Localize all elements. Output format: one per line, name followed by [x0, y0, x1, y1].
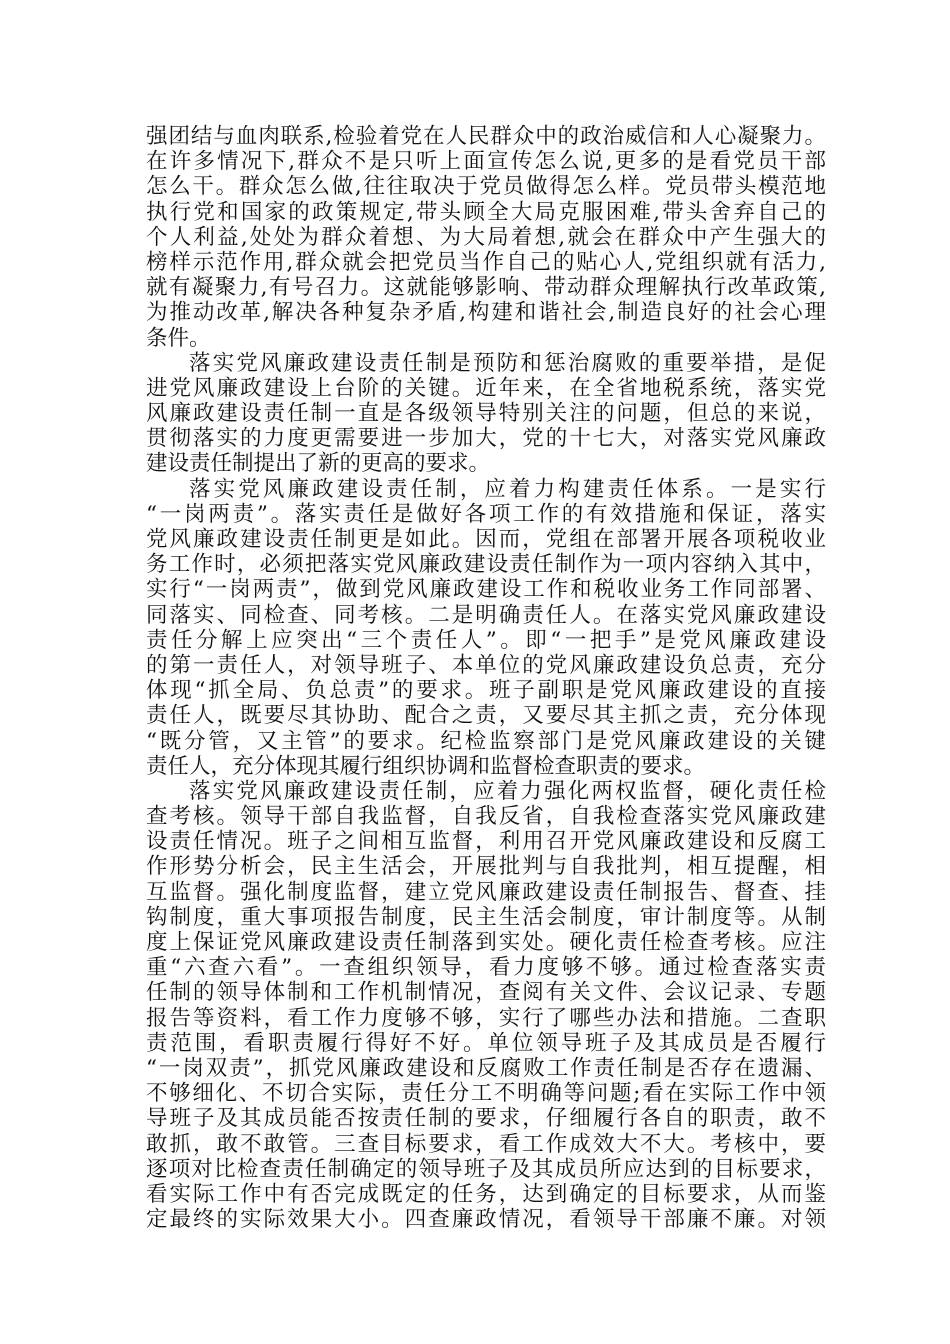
text-line: 同落实、同检查、同考核。二是明确责任人。在落实党风廉政建设: [146, 602, 826, 628]
text-line: 敢抓，敢不敢管。三查目标要求，看工作成效大不大。考核中，要: [146, 1131, 826, 1157]
text-line: 的第一责任人，对领导班子、本单位的党风廉政建设负总责，充分: [146, 652, 826, 678]
text-line: 建设责任制提出了新的更高的要求。: [146, 451, 491, 477]
text-line: 体现“抓全局、负总责”的要求。班子副职是党风廉政建设的直接: [146, 678, 826, 704]
text-line: 导班子及其成员能否按责任制的要求，仔细履行各自的职责，敢不: [146, 1106, 826, 1132]
paragraph: [146, 351, 826, 477]
text-line: 责任人，充分体现其履行组织协调和监督检查职责的要求。: [146, 753, 706, 779]
text-line: 重“六查六看”。一查组织领导，看力度够不够。通过检查落实责: [146, 955, 826, 981]
paragraph: [146, 124, 826, 351]
text-line: “既分管，又主管”的要求。纪检监察部门是党风廉政建设的关键: [146, 728, 826, 754]
text-line: 作形势分析会，民主生活会，开展批判与自我批判，相互提醒，相: [146, 854, 826, 880]
paragraph: [146, 779, 826, 1232]
text-line: 查考核。领导干部自我监督，自我反省，自我检查落实党风廉政建: [146, 804, 826, 830]
text-line: 逐项对比检查责任制确定的领导班子及其成员所应达到的目标要求，: [146, 1156, 826, 1182]
text-line: 落实党风廉政建设责任制，应着力构建责任体系。一是实行: [189, 476, 826, 502]
text-line: 互监督。强化制度监督，建立党风廉政建设责任制报告、督查、挂: [146, 879, 826, 905]
text-line: 为推动改革,解决各种复杂矛盾,构建和谐社会,制造良好的社会心理: [146, 300, 826, 326]
text-line: 责任分解上应突出“三个责任人”。即“一把手”是党风廉政建设: [146, 627, 826, 653]
text-line: 落实党风廉政建设责任制，应着力强化两权监督，硬化责任检: [189, 778, 826, 804]
text-line: 就有凝聚力,有号召力。这就能够影响、带动群众理解执行改革政策,: [146, 275, 826, 301]
text-line: 不够细化、不切合实际，责任分工不明确等问题;看在实际工作中领: [146, 1081, 826, 1107]
text-line: 落实党风廉政建设责任制是预防和惩治腐败的重要举措，是促: [189, 350, 826, 376]
text-line: 责范围，看职责履行得好不好。单位领导班子及其成员是否履行: [146, 1030, 826, 1056]
text-line: 风廉政建设责任制一直是各级领导特别关注的问题，但总的来说，: [146, 401, 826, 427]
text-line: 责任人，既要尽其协助、配合之责，又要尽其主抓之责，充分体现: [146, 703, 826, 729]
text-line: 任制的领导体制和工作机制情况，查阅有关文件、会议记录、专题: [146, 980, 826, 1006]
text-line: 怎么干。群众怎么做,往往取决于党员做得怎么样。党员带头模范地: [146, 174, 826, 200]
text-line: 进党风廉政建设上台阶的关键。近年来，在全省地税系统，落实党: [146, 375, 826, 401]
text-line: 钩制度，重大事项报告制度，民主生活会制度，审计制度等。从制: [146, 904, 826, 930]
text-line: 贯彻落实的力度更需要进一步加大，党的十七大，对落实党风廉政: [146, 426, 826, 452]
text-line: 设责任情况。班子之间相互监督，利用召开党风廉政建设和反腐工: [146, 829, 826, 855]
paragraph: [146, 477, 826, 779]
text-line: “一岗双责”，抓党风廉政建设和反腐败工作责任制是否存在遗漏、: [146, 1055, 826, 1081]
text-line: 看实际工作中有否完成既定的任务，达到确定的目标要求，从而鉴: [146, 1181, 826, 1207]
text-line: 个人利益,处处为群众着想、为大局着想,就会在群众中产生强大的: [146, 224, 826, 250]
text-line: 执行党和国家的政策规定,带头顾全大局克服困难,带头舍弃自己的: [146, 199, 826, 225]
text-line: 定最终的实际效果大小。四查廉政情况，看领导干部廉不廉。对领: [146, 1207, 826, 1233]
text-line: 实行“一岗两责”，做到党风廉政建设工作和税收业务工作同部署、: [146, 577, 826, 603]
text-line: 报告等资料，看工作力度够不够，实行了哪些办法和措施。二查职: [146, 1005, 826, 1031]
text-line: 在许多情况下,群众不是只听上面宣传怎么说,更多的是看党员干部: [146, 149, 826, 175]
text-line: 强团结与血肉联系,检验着党在人民群众中的政治威信和人心凝聚力。: [146, 124, 826, 149]
text-line: 榜样示范作用,群众就会把党员当作自己的贴心人,党组织就有活力,: [146, 249, 826, 275]
text-line: “一岗两责”。落实责任是做好各项工作的有效措施和保证，落实: [146, 501, 826, 527]
text-line: 条件。: [146, 325, 211, 351]
text-line: 党风廉政建设责任制更是如此。因而，党组在部署开展各项税收业: [146, 527, 826, 552]
document-page: [146, 124, 826, 1232]
text-line: 度上保证党风廉政建设责任制落到实处。硬化责任检查考核。应注: [146, 930, 826, 955]
text-line: 务工作时，必须把落实党风廉政建设责任制作为一项内容纳入其中，: [146, 552, 826, 578]
